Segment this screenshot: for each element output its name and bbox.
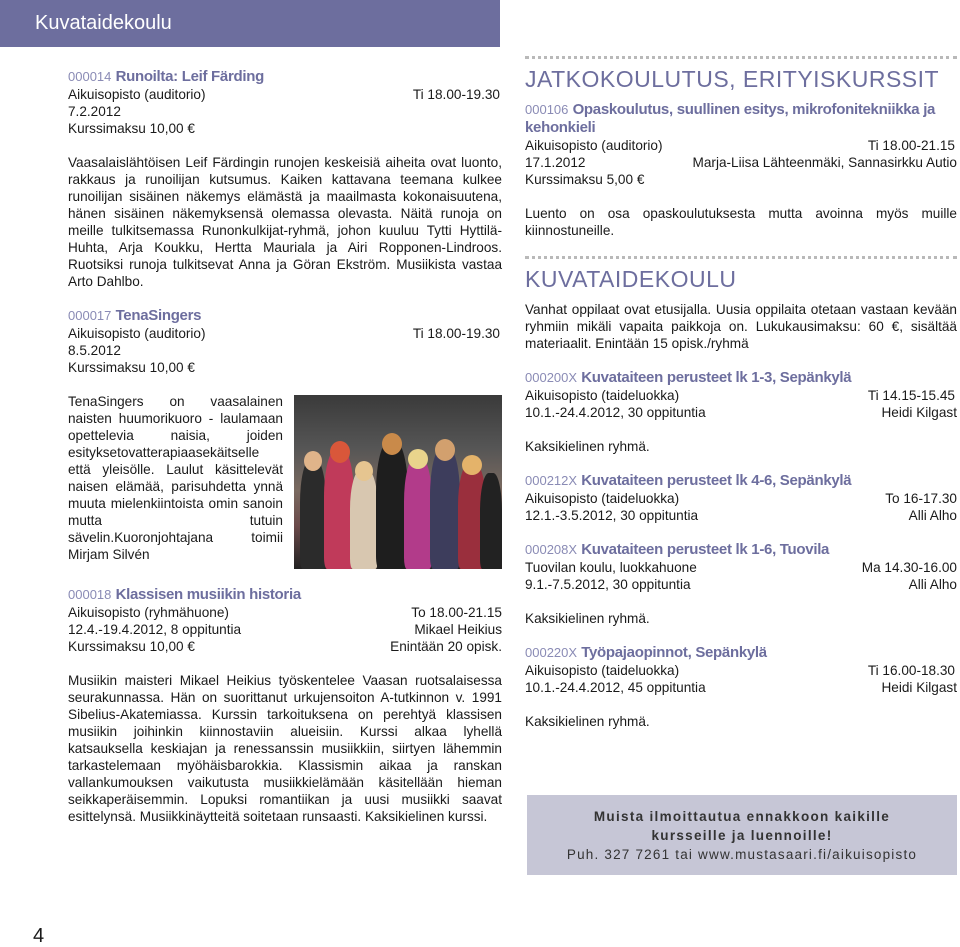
course-place-row: [525, 387, 957, 404]
course-fee-row: [68, 638, 502, 655]
left-column: [68, 68, 502, 825]
course-name: TenaSingers: [115, 307, 202, 324]
course-teacher: Alli Alho: [908, 508, 957, 523]
course-place: Tuovilan koulu, luokkahuone: [525, 560, 697, 575]
course-place-row: [525, 559, 957, 576]
course-title: [68, 68, 502, 86]
course-place-row: [525, 137, 957, 154]
section-intro: Vanhat oppilaat ovat etusijalla. Uusia oppilaita otetaan vastaan kevään ryhmiin mikäli vapaita paikkoja on. Lukukausimaksu: 60 €, sisältää materiaalit. Enintään 15 opisk./ryhmä: [525, 302, 957, 351]
course-code: 000220X: [525, 645, 578, 660]
course-date: 12.4.-19.4.2012, 8 oppituntia: [68, 622, 242, 637]
course-000212X: [525, 472, 957, 524]
course-title: [525, 541, 957, 559]
course-title: [68, 307, 502, 325]
course-name: Kuvataiteen perusteet lk 1-6, Tuovila: [581, 541, 830, 558]
course-code: 000106: [525, 102, 569, 117]
course-000014: [68, 68, 502, 290]
course-name: Työpajaopinnot, Sepänkylä: [581, 644, 767, 661]
dotted-divider: [525, 256, 957, 259]
course-date-row: [68, 621, 502, 638]
course-note: Kaksikielinen ryhmä.: [525, 714, 650, 729]
course-teacher: Alli Alho: [908, 577, 957, 592]
course-time: Ti 14.15-15.45: [867, 388, 955, 403]
right-column: [525, 56, 957, 730]
section-header-bar: [0, 0, 500, 47]
course-name: Klassisen musiikin historia: [115, 586, 301, 603]
course-name: Kuvataiteen perusteet lk 1-3, Sepänkylä: [581, 369, 852, 386]
course-name: Kuvataiteen perusteet lk 4-6, Sepänkylä: [581, 472, 852, 489]
course-place: Aikuisopisto (taideluokka): [525, 491, 680, 506]
course-place-row: [525, 490, 957, 507]
course-date: 10.1.-24.4.2012, 30 oppituntia: [525, 405, 706, 420]
choir-photo: [294, 395, 502, 569]
course-description-block: [68, 393, 502, 569]
course-date-row: [525, 507, 957, 524]
course-note: Kaksikielinen ryhmä.: [525, 611, 650, 626]
section-heading: KUVATAIDEKOULU: [525, 266, 737, 292]
course-date: 9.1.-7.5.2012, 30 oppituntia: [525, 577, 691, 592]
course-000220X: [525, 644, 957, 730]
header-title: Kuvataidekoulu: [35, 12, 172, 34]
course-date-row: [525, 576, 957, 593]
course-time: Ma 14.30-16.00: [861, 560, 957, 575]
course-000106: [525, 101, 957, 239]
course-date: 7.2.2012: [68, 104, 121, 119]
course-000200X: [525, 369, 957, 455]
dotted-divider: [525, 56, 957, 59]
course-date-row: [525, 154, 957, 171]
section-heading: JATKOKOULUTUS, ERITYISKURSSIT: [525, 66, 940, 92]
course-place-row: [68, 325, 502, 342]
course-date: 8.5.2012: [68, 343, 121, 358]
course-code: 000200X: [525, 370, 578, 385]
notice-line-2: kursseille ja luennoille!: [651, 828, 833, 843]
course-place-row: [525, 662, 957, 679]
course-description: TenaSingers on vaasalainen naisten huumorikuoro - laulamaan opettelevia naisia, joiden esityksetovatterapiaasekäitselle että yleisölle. Laulut käsittelevät naisen elämää, parisuhdetta ynnä muuta mielenkiintoista omin sanoin mutta tutuin sävelin.Kuoronjohtajana toimii Mirjam Silvén: [68, 394, 283, 562]
course-fee: Kurssimaksu 10,00 €: [68, 121, 195, 136]
course-description: Luento on osa opaskoulutuksesta mutta avoinna myös muille kiinnostuneille.: [525, 206, 957, 238]
course-date: 17.1.2012: [525, 155, 586, 170]
course-date-row: [525, 679, 957, 696]
course-place: Aikuisopisto (taideluokka): [525, 388, 680, 403]
course-time: To 16-17.30: [885, 491, 957, 506]
course-title: [525, 101, 957, 137]
course-code: 000017: [68, 308, 112, 323]
course-teacher: Marja-Liisa Lähteenmäki, Sannasirkku Autio: [692, 155, 957, 170]
course-description: Vaasalaislähtöisen Leif Färdingin runojen keskeisiä aiheita ovat luonto, rakkaus ja runoilijan kutsumus. Kaiken kattavana teemana kulkee runoilijan sisäinen näkemys elämästä ja maailmasta kokonaisuutena, hänen sisäinen näkemyksensä olemassa olevasta. Näitä runoja on meille tulkitsemassa Runonkulkijat-ryhmä, johon kuuluu Tytti Hyttilä-Huhta, Arja Koukku, Hertta Mauriala ja Airi Ropponen-Lindroos. Ruotsiksi runoja tulkitsevat Anna ja Göran Ekström. Musiikista vastaa Arto Dahlbo.: [68, 155, 502, 289]
course-title: [525, 644, 957, 662]
notice-line-1: Muista ilmoittautua ennakkoon kaikille: [593, 809, 891, 824]
course-title: [525, 369, 957, 387]
course-date: 10.1.-24.4.2012, 45 oppituntia: [525, 680, 706, 695]
course-place: Aikuisopisto (auditorio): [68, 87, 206, 102]
course-place-row: [68, 604, 502, 621]
course-date-row: [525, 404, 957, 421]
course-teacher: Heidi Kilgast: [881, 680, 957, 695]
course-fee: Kurssimaksu 10,00 €: [68, 360, 195, 375]
course-code: 000018: [68, 587, 112, 602]
course-title: [68, 586, 502, 604]
course-teacher: Mikael Heikius: [414, 622, 502, 637]
course-place: Aikuisopisto (taideluokka): [525, 663, 680, 678]
course-fee: Kurssimaksu 5,00 €: [525, 172, 645, 187]
course-000018: [68, 586, 502, 825]
course-time: Ti 16.00-18.30: [867, 663, 955, 678]
course-000017: [68, 307, 502, 569]
course-place: Aikuisopisto (auditorio): [525, 138, 663, 153]
course-time: Ti 18.00-19.30: [412, 326, 500, 341]
course-note: Kaksikielinen ryhmä.: [525, 439, 650, 454]
course-code: 000208X: [525, 542, 578, 557]
course-code: 000014: [68, 69, 112, 84]
course-teacher: Heidi Kilgast: [881, 405, 957, 420]
course-title: [525, 472, 957, 490]
course-000208X: [525, 541, 957, 627]
course-place-row: [68, 86, 502, 103]
course-name: Opaskoulutus, suullinen esitys, mikrofonitekniikka ja kehonkieli: [525, 101, 936, 136]
course-place: Aikuisopisto (auditorio): [68, 326, 206, 341]
page-number: 4: [33, 925, 45, 947]
course-time: To 18.00-21.15: [411, 605, 502, 620]
course-date: 12.1.-3.5.2012, 30 oppituntia: [525, 508, 699, 523]
course-time: Ti 18.00-21.15: [867, 138, 955, 153]
notice-contact: Puh. 327 7261 tai www.mustasaari.fi/aikuisopisto: [566, 847, 918, 862]
course-fee: Kurssimaksu 10,00 €: [68, 639, 195, 654]
registration-notice: [527, 795, 957, 875]
course-time: Ti 18.00-19.30: [412, 87, 500, 102]
course-description: Musiikin maisteri Mikael Heikius työskentelee Vaasan ruotsalaisessa seurakunnassa. Hän on suorittanut urkujensoiton A-tutkinnon v. 1991 Sibelius-Akatemiassa. Kurssin tarkoituksena on perehtyä klassisen musiikin joihinkin kiinnostaviin alueisiin. Kurssi alkaa lyhellä katsauksella keskiajan ja renessanssin musiikkiin, siirtyen lähemmin tarkastelemaan myöhäisbarokkia. Klassismin aikaa ja ranskan vallankumouksen vaikutusta musiikkielämään käsitellään hieman seikkaperäisemmin. Lopuksi romantiikan ja uusi musiikki saavat esittelynsä. Musiikkinäytteitä soitetaan runsaasti. Kaksikielinen kurssi.: [68, 673, 502, 824]
course-place: Aikuisopisto (ryhmähuone): [68, 605, 229, 620]
course-max: Enintään 20 opisk.: [390, 639, 502, 654]
course-name: Runoilta: Leif Färding: [115, 68, 264, 85]
course-code: 000212X: [525, 473, 578, 488]
